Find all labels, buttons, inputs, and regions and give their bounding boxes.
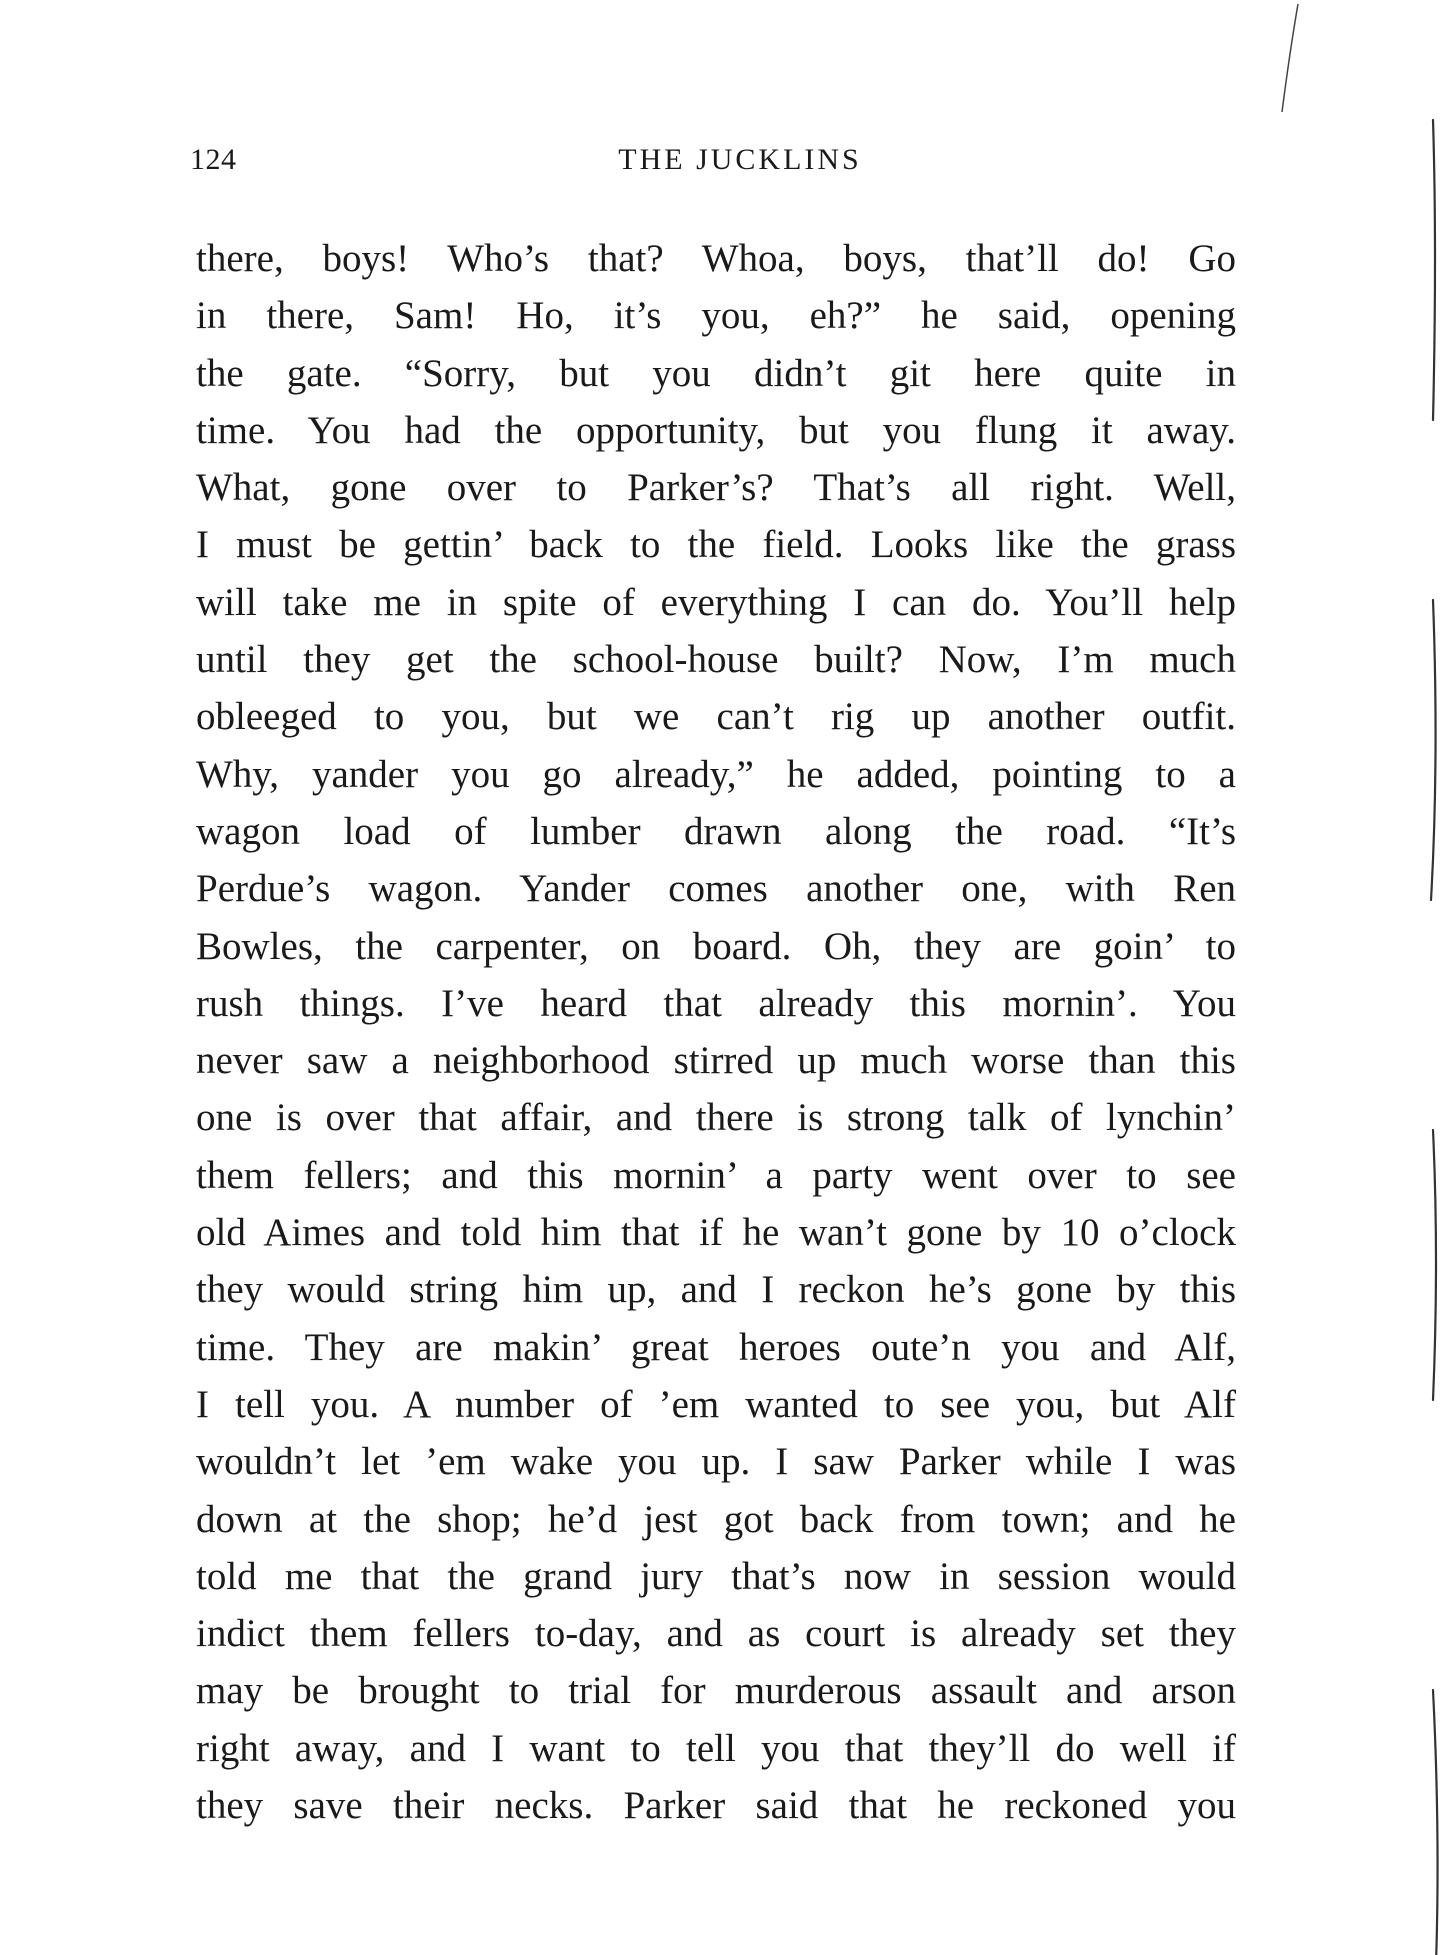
text-line: obleeged to you, but we can’t rig up another outfit. (196, 695, 1236, 739)
scan-edge-marks (1411, 0, 1451, 1955)
text-line: until they get the school-house built? Now, I’m much (196, 638, 1236, 682)
text-line: will take me in spite of everything I can do. You’ll help (196, 580, 1236, 624)
text-line: told me that the grand jury that’s now in session would (196, 1554, 1236, 1598)
scan-edge-mark (1433, 120, 1435, 420)
text-line: old Aimes and told him that if he wan’t gone by 10 o’clock (196, 1211, 1236, 1255)
text-line: Perdue’s wagon. Yander comes another one, with Ren (196, 867, 1236, 911)
scan-edge-mark (1433, 1130, 1436, 1400)
text-line: down at the shop; he’d jest got back from town; and he (196, 1497, 1236, 1541)
text-line: wagon load of lumber drawn along the road. “It’s (196, 809, 1236, 853)
text-line: there, boys! Who’s that? Whoa, boys, that’ll do! Go (196, 237, 1236, 280)
text-line: never saw a neighborhood stirred up much worse than this (196, 1039, 1236, 1083)
text-line: right away, and I want to tell you that they’ll do well if (196, 1726, 1236, 1770)
text-line: What, gone over to Parker’s? That’s all right. Well, (196, 466, 1236, 510)
text-line: them fellers; and this mornin’ a party went over to see (196, 1153, 1236, 1197)
text-line: one is over that affair, and there is strong talk of lynchin’ (196, 1096, 1236, 1140)
scan-edge-mark (1433, 1690, 1438, 1955)
running-title: THE JUCKLINS (618, 143, 862, 176)
text-line: rush things. I’ve heard that already this mornin’. You (196, 981, 1236, 1025)
scan-pencil-mark (1268, 0, 1308, 130)
text-line: time. You had the opportunity, but you flung it away. (196, 408, 1236, 452)
text-line: indict them fellers to-day, and as court is already set they (196, 1612, 1236, 1656)
scan-edge-mark (1431, 600, 1436, 900)
text-line: Bowles, the carpenter, on board. Oh, they are goin’ to (196, 924, 1236, 968)
text-line: may be brought to trial for murderous assault and arson (196, 1669, 1236, 1713)
text-line: Why, yander you go already,” he added, pointing to a (196, 752, 1236, 796)
text-line: I must be gettin’ back to the field. Looks like the grass (196, 523, 1236, 567)
page-number: 124 (190, 143, 237, 176)
text-line: wouldn’t let ’em wake you up. I saw Parker while I was (196, 1440, 1236, 1484)
text-line: time. They are makin’ great heroes oute’n you and Alf, (196, 1325, 1236, 1369)
text-line: they save their necks. Parker said that he reckoned you (196, 1784, 1236, 1828)
text-line: in there, Sam! Ho, it’s you, eh?” he said, opening (196, 294, 1236, 338)
body-text (196, 230, 1236, 1834)
text-line: the gate. “Sorry, but you didn’t git here quite in (196, 351, 1236, 395)
text-line: they would string him up, and I reckon he’s gone by this (196, 1268, 1236, 1312)
text-line: I tell you. A number of ’em wanted to see you, but Alf (196, 1382, 1236, 1426)
